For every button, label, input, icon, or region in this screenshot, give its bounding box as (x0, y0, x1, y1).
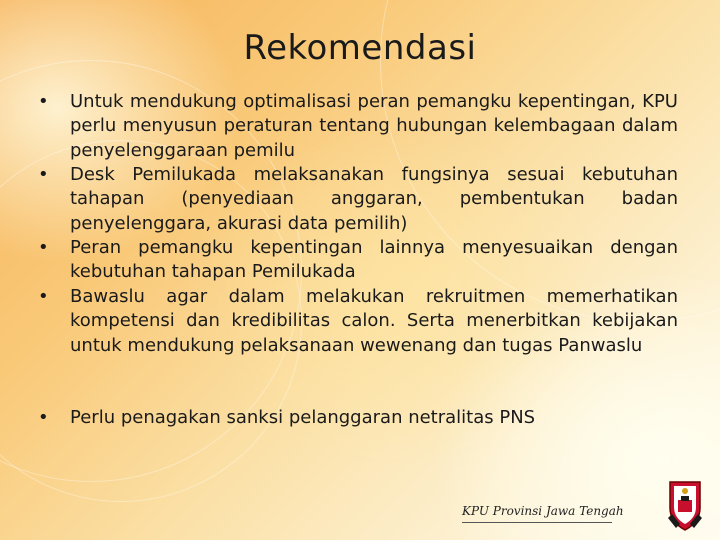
bullet-item (38, 236, 678, 285)
bullet-text: Desk Pemilukada melaksanakan fungsinya sesuai kebutuhan tahapan (penyediaan anggaran, pembentukan badan penyelenggara, akurasi data pemilih) (70, 164, 678, 234)
bullet-item (38, 163, 678, 236)
bullet-marker: • (38, 164, 49, 185)
footer-text: KPU Provinsi Jawa Tengah (462, 504, 624, 518)
bullet-item (38, 90, 678, 163)
bullet-list (38, 90, 678, 430)
bullet-item (38, 285, 678, 406)
slide-title: Rekomendasi (243, 28, 477, 68)
kpu-emblem-icon (664, 478, 706, 534)
bullet-text: Bawaslu agar dalam melakukan rekruitmen memerhatikan kompetensi dan kredibilitas calon. Serta menerbitkan kebijakan untuk mendukung pelaksanaan wewenang dan tugas Panwaslu (70, 286, 678, 356)
bullet-marker: • (38, 237, 49, 258)
bullet-marker: • (38, 91, 49, 112)
footer-divider (462, 522, 612, 523)
bullet-marker: • (38, 286, 49, 307)
bullet-item (38, 406, 678, 430)
bullet-marker: • (38, 407, 49, 428)
bullet-text: Untuk mendukung optimalisasi peran pemangku kepentingan, KPU perlu menyusun peraturan tentang hubungan kelembagaan dalam penyelenggaraan pemilu (70, 91, 678, 161)
bullet-text: Peran pemangku kepentingan lainnya menyesuaikan dengan kebutuhan tahapan Pemilukada (70, 237, 678, 283)
bullet-text: Perlu penagakan sanksi pelanggaran netralitas PNS (70, 407, 536, 428)
